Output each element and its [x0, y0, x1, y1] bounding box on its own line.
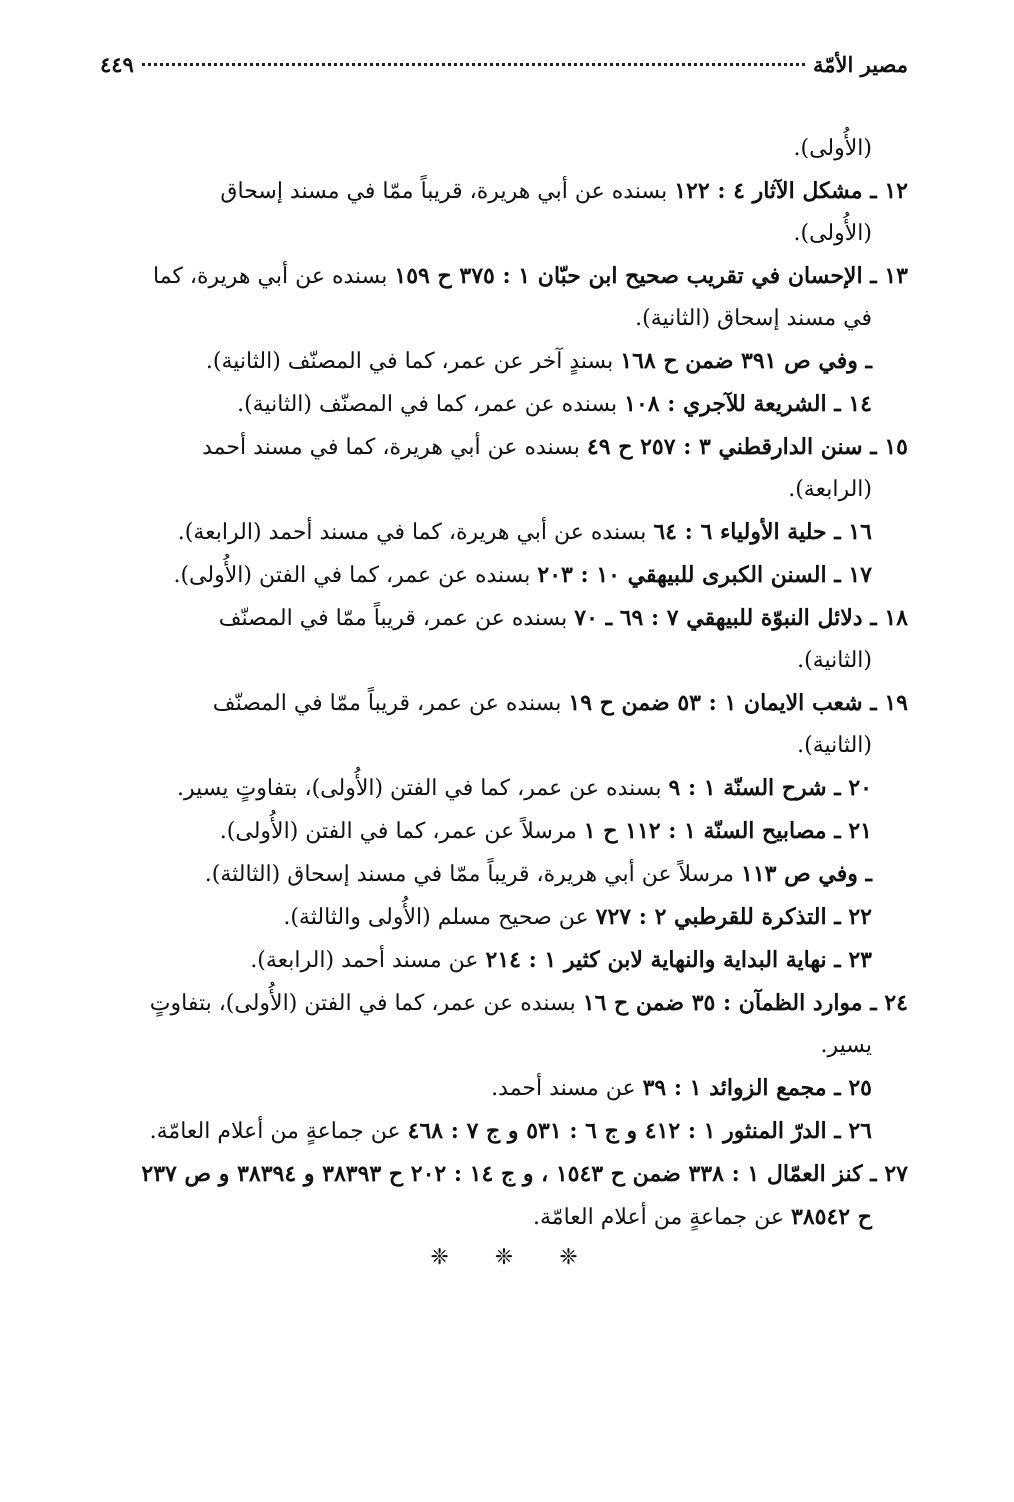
document-page: [100, 0, 908, 1502]
citation-entry: [100, 939, 908, 982]
citation-entry: [100, 597, 908, 682]
citation-entry: [100, 340, 908, 383]
citation-text: عن صحيح مسلم (الأُولى والثالثة).: [283, 905, 596, 930]
citation-text: مرسلاً عن عمر، كما في الفتن (الأُولى).: [219, 819, 584, 844]
citation-source: ١٢ ـ مشكل الآثار ٤ : ١٢٢: [674, 178, 908, 204]
citation-source: ١٣ ـ الإحسان في تقريب صحيح ابن حبّان ١ : ٣٧٥ ح ١٥٩: [394, 263, 908, 289]
running-header: [100, 52, 908, 86]
citation-source: ١٨ ـ دلائل النبوّة للبيهقي ٧ : ٦٩ ـ ٧٠: [574, 605, 908, 631]
citation-continuation: [100, 1025, 908, 1067]
citation-entry: [100, 554, 908, 597]
citation-text: عن مسند أحمد (الرابعة).: [250, 948, 486, 973]
citation-continuation-text: عن جماعةٍ من أعلام العامّة.: [533, 1205, 792, 1230]
citation-text: بسندٍ آخر عن عمر، كما في المصنّف (الثانية).: [205, 349, 621, 374]
citation-text: بسنده عن أبي هريرة، كما في مسند أحمد (الرابعة).: [177, 520, 654, 545]
citation-text: بسنده عن عمر، كما في الفتن (الأُولى).: [173, 563, 538, 588]
citation-continuation-text: (الأُولى).: [793, 221, 872, 246]
star-ornament-icon: ❈: [559, 1245, 578, 1270]
citation-source: ٢١ ـ مصابيح السنّة ١ : ١١٢ ح ١: [583, 818, 872, 844]
citation-text: (الأُولى).: [793, 136, 872, 161]
citation-entry: [100, 511, 908, 554]
citation-entry: [100, 383, 908, 426]
citation-entry: [100, 255, 908, 340]
citation-text: بسنده عن أبي هريرة، كما: [153, 264, 395, 289]
citation-continuation: [100, 640, 908, 682]
page-number: ٤٤٩: [100, 52, 134, 77]
citation-continuation-text: في مسند إسحاق (الثانية).: [635, 306, 872, 331]
citation-source: ٢٠ ـ شرح السنّة ١ : ٩: [668, 775, 872, 801]
citation-text: بسنده عن أبي هريرة، كما في مسند أحمد: [202, 435, 587, 460]
citation-source: ١٤ ـ الشريعة للآجري : ١٠٨: [624, 391, 872, 417]
citation-continuation: [100, 298, 908, 340]
citation-source: ـ وفي ص ١١٣: [741, 861, 872, 887]
citation-text: بسنده عن أبي هريرة، قريباً ممّا في مسند إسحاق: [220, 179, 675, 204]
header-leader-dots: [142, 63, 805, 66]
citation-text: بسنده عن عمر، كما في الفتن (الأُولى)، بتفاوتٍ يسير.: [177, 776, 669, 801]
citation-continuation: [100, 213, 908, 255]
citation-entry: [100, 1067, 908, 1110]
citation-entry: [100, 982, 908, 1067]
citation-continuation: [100, 1196, 908, 1239]
citation-source: ١٧ ـ السنن الكبرى للبيهقي ١٠ : ٢٠٣: [537, 562, 872, 588]
citation-text: بسنده عن عمر، كما في الفتن (الأُولى)، بتفاوتٍ: [149, 991, 583, 1016]
citation-continuation-source: ح ٣٨٥٤٢: [791, 1204, 872, 1230]
citation-continuation: [100, 725, 908, 767]
citation-entry: [100, 128, 908, 170]
citation-text: عن جماعةٍ من أعلام العامّة.: [149, 1119, 408, 1144]
citation-source: ١٥ ـ سنن الدارقطني ٣ : ٢٥٧ ح ٤٩: [586, 434, 908, 460]
citation-source: ١٦ ـ حلية الأولياء ٦ : ٦٤: [653, 519, 872, 545]
citation-source: ١٩ ـ شعب الايمان ١ : ٥٣ ضمن ح ١٩: [568, 690, 908, 716]
citation-entry: [100, 853, 908, 896]
citation-continuation-text: (الرابعة).: [788, 477, 872, 502]
citation-source: ٢٦ ـ الدرّ المنثور ١ : ٤١٢ و ج ٦ : ٥٣١ و ج ٧ : ٤٦٨: [407, 1118, 872, 1144]
citation-source: ٢٤ ـ موارد الظمآن : ٣٥ ضمن ح ١٦: [582, 990, 908, 1016]
citation-source: ٢٢ ـ التذكرة للقرطبي ٢ : ٧٢٧: [595, 904, 872, 930]
book-title: مصير الأمّة: [812, 52, 908, 77]
citation-text: بسنده عن عمر، قريباً ممّا في المصنّف: [212, 691, 569, 716]
citation-continuation-text: (الثانية).: [797, 648, 872, 673]
citation-continuation-text: (الثانية).: [797, 733, 872, 758]
citation-continuation-text: يسير.: [820, 1033, 872, 1058]
citation-text: بسنده عن عمر، قريباً ممّا في المصنّف: [218, 606, 575, 631]
citation-entry: [100, 1110, 908, 1153]
citation-source: ـ وفي ص ٣٩١ ضمن ح ١٦٨: [620, 348, 872, 374]
citation-list: [100, 128, 908, 1270]
citation-entry: [100, 767, 908, 810]
citation-text: عن مسند أحمد.: [491, 1076, 643, 1101]
citation-source: ٢٧ ـ كنز العمّال ١ : ٣٣٨ ضمن ح ١٥٤٣ ، و ج ١٤ : ٢٠٢ ح ٣٨٣٩٣ و ٣٨٣٩٤ و ص ٢٣٧: [141, 1161, 908, 1187]
section-separator: [100, 1245, 908, 1270]
citation-source: ٢٥ ـ مجمع الزوائد ١ : ٣٩: [642, 1075, 872, 1101]
citation-entry: [100, 682, 908, 767]
citation-entry: [100, 810, 908, 853]
citation-entry: [100, 896, 908, 939]
citation-source: ٢٣ ـ نهاية البداية والنهاية لابن كثير ١ : ٢١٤: [485, 947, 872, 973]
citation-entry: [100, 426, 908, 511]
citation-text: مرسلاً عن أبي هريرة، قريباً ممّا في مسند إسحاق (الثالثة).: [204, 862, 742, 887]
star-ornament-icon: ❈: [494, 1245, 514, 1270]
citation-text: بسنده عن عمر، كما في المصنّف (الثانية).: [237, 392, 625, 417]
star-ornament-icon: ❈: [430, 1245, 449, 1270]
citation-entry: [100, 1153, 908, 1239]
citation-entry: [100, 170, 908, 255]
citation-continuation: [100, 469, 908, 511]
